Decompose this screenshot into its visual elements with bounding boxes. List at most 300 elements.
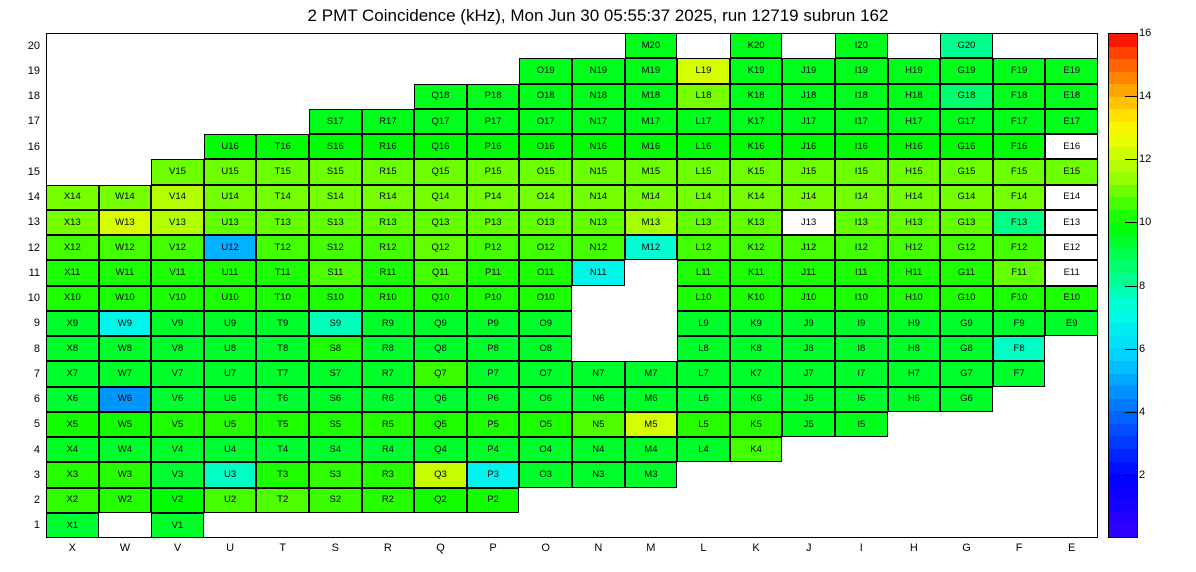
heatmap-cell: S13 [309, 210, 362, 235]
heatmap-cell: K10 [730, 286, 783, 311]
heatmap-cell: U11 [204, 260, 257, 285]
colorbar-tick-mark [1125, 222, 1138, 223]
heatmap-cell: I15 [835, 159, 888, 184]
heatmap-cell: F12 [993, 235, 1046, 260]
heatmap-cell: R14 [362, 185, 415, 210]
heatmap-cell: N3 [572, 462, 625, 487]
heatmap-cell: X2 [46, 488, 99, 513]
colorbar-tick-label: 16 [1139, 27, 1152, 39]
heatmap-cell: Q8 [414, 336, 467, 361]
heatmap-cell: E13 [1045, 210, 1098, 235]
y-axis-tick-label: 3 [33, 468, 40, 481]
colorbar-band [1109, 310, 1137, 323]
colorbar-band [1109, 235, 1137, 248]
heatmap-cell: T4 [256, 437, 309, 462]
heatmap-cell: P13 [467, 210, 520, 235]
heatmap-cell: J10 [782, 286, 835, 311]
colorbar-band [1109, 323, 1137, 336]
heatmap-cell: K20 [730, 33, 783, 58]
heatmap-cell: F19 [993, 58, 1046, 83]
y-axis-tick-label: 17 [27, 115, 40, 128]
colorbar-band [1109, 499, 1137, 512]
heatmap-cell: R6 [362, 387, 415, 412]
heatmap-cell: S7 [309, 361, 362, 386]
x-axis-tick-label: K [752, 542, 760, 554]
x-axis-tick-label: G [962, 542, 971, 554]
colorbar-tick-label: 8 [1139, 279, 1146, 292]
colorbar-band [1109, 486, 1137, 499]
heatmap-cell: G16 [940, 134, 993, 159]
heatmap-cell: X1 [46, 513, 99, 538]
heatmap-cell: E18 [1045, 84, 1098, 109]
heatmap-cell: S16 [309, 134, 362, 159]
colorbar-tick-label: 14 [1139, 90, 1152, 103]
heatmap-cell: X10 [46, 286, 99, 311]
heatmap-cell: M18 [625, 84, 678, 109]
heatmap-cell: E15 [1045, 159, 1098, 184]
heatmap-cell: G10 [940, 286, 993, 311]
heatmap-cell: J5 [782, 412, 835, 437]
heatmap-cell: P4 [467, 437, 520, 462]
heatmap-cell: L18 [677, 84, 730, 109]
heatmap-cell: K6 [730, 387, 783, 412]
heatmap-cell: X12 [46, 235, 99, 260]
heatmap-cell: P12 [467, 235, 520, 260]
heatmap-cell: M16 [625, 134, 678, 159]
heatmap-cell: J7 [782, 361, 835, 386]
y-axis-tick-label: 11 [28, 266, 40, 279]
heatmap-cell: U7 [204, 361, 257, 386]
heatmap-cell: W6 [99, 387, 152, 412]
colorbar-band [1109, 34, 1137, 47]
heatmap-cell: I19 [835, 58, 888, 83]
heatmap-cell: P5 [467, 412, 520, 437]
heatmap-cell: V2 [151, 488, 204, 513]
heatmap-cell: X7 [46, 361, 99, 386]
heatmap-cell: G6 [940, 387, 993, 412]
heatmap-cell: O3 [519, 462, 572, 487]
heatmap-cell: K14 [730, 185, 783, 210]
heatmap-cell: V13 [151, 210, 204, 235]
heatmap-cell: M20 [625, 33, 678, 58]
colorbar-tick-label: 10 [1139, 216, 1152, 229]
heatmap-cell: J9 [782, 311, 835, 336]
heatmap-cell: X6 [46, 387, 99, 412]
heatmap-cell: X4 [46, 437, 99, 462]
colorbar-band [1109, 398, 1137, 411]
heatmap-cell: K18 [730, 84, 783, 109]
heatmap-cell: T12 [256, 235, 309, 260]
heatmap-cell: F8 [993, 336, 1046, 361]
heatmap-cell: G8 [940, 336, 993, 361]
heatmap-cell: N4 [572, 437, 625, 462]
y-axis-tick-label: 16 [27, 140, 40, 153]
heatmap-cell: L9 [677, 311, 730, 336]
heatmap-cell: Q16 [414, 134, 467, 159]
x-axis-tick-label: E [1068, 542, 1076, 554]
colorbar-band [1109, 348, 1137, 361]
heatmap-cell: S2 [309, 488, 362, 513]
heatmap-cell: O12 [519, 235, 572, 260]
heatmap-cell: K7 [730, 361, 783, 386]
heatmap-cell: K8 [730, 336, 783, 361]
heatmap-cell: H18 [888, 84, 941, 109]
heatmap-cell: F7 [993, 361, 1046, 386]
heatmap-plot [27, 33, 1098, 554]
heatmap-cell: J18 [782, 84, 835, 109]
heatmap-cell: O7 [519, 361, 572, 386]
heatmap-cell: J16 [782, 134, 835, 159]
heatmap-cell: F16 [993, 134, 1046, 159]
heatmap-cell: U8 [204, 336, 257, 361]
heatmap-cell: N18 [572, 84, 625, 109]
heatmap-cell: O17 [519, 109, 572, 134]
heatmap-cell: L8 [677, 336, 730, 361]
heatmap-cell: G18 [940, 84, 993, 109]
heatmap-cell: V9 [151, 311, 204, 336]
y-axis-tick-label: 7 [33, 367, 40, 380]
heatmap-cell: E16 [1045, 134, 1098, 159]
colorbar-band [1109, 335, 1137, 348]
heatmap-cell: H6 [888, 387, 941, 412]
heatmap-cell: R4 [362, 437, 415, 462]
heatmap-cell: O19 [519, 58, 572, 83]
heatmap-cell: R2 [362, 488, 415, 513]
heatmap-cell: W12 [99, 235, 152, 260]
heatmap-cell: R15 [362, 159, 415, 184]
colorbar-band [1109, 285, 1137, 298]
heatmap-cell: Q3 [414, 462, 467, 487]
heatmap-cell: L10 [677, 286, 730, 311]
heatmap-cell: O11 [519, 260, 572, 285]
heatmap-cell: P3 [467, 462, 520, 487]
heatmap-cell: T6 [256, 387, 309, 412]
heatmap-cell: T7 [256, 361, 309, 386]
x-axis-tick-label: U [226, 542, 235, 554]
heatmap-cell: P9 [467, 311, 520, 336]
heatmap-cell: J8 [782, 336, 835, 361]
heatmap-cell: R3 [362, 462, 415, 487]
y-axis-tick-label: 13 [27, 216, 40, 229]
y-axis-tick-label: 2 [33, 494, 40, 507]
heatmap-cell: S8 [309, 336, 362, 361]
x-axis-tick-label: L [700, 542, 707, 554]
heatmap-cell: P7 [467, 361, 520, 386]
heatmap-cell: G14 [940, 185, 993, 210]
heatmap-cell: R13 [362, 210, 415, 235]
heatmap-cell: U10 [204, 286, 257, 311]
heatmap-cell: F14 [993, 185, 1046, 210]
heatmap-cell: P10 [467, 286, 520, 311]
colorbar-band [1109, 84, 1137, 97]
heatmap-cell: I6 [835, 387, 888, 412]
heatmap-cell: W8 [99, 336, 152, 361]
heatmap-cell: L11 [677, 260, 730, 285]
colorbar-tick-label: 2 [1139, 468, 1146, 481]
heatmap-cell: Q17 [414, 109, 467, 134]
colorbar-band [1109, 172, 1137, 185]
heatmap-cell: Q10 [414, 286, 467, 311]
colorbar-band [1109, 184, 1137, 197]
heatmap-cell: O14 [519, 185, 572, 210]
heatmap-cell: G12 [940, 235, 993, 260]
colorbar-band [1109, 273, 1137, 286]
heatmap-cell: J13 [782, 210, 835, 235]
colorbar-band [1109, 134, 1137, 147]
heatmap-cell: T5 [256, 412, 309, 437]
heatmap-cell: R16 [362, 134, 415, 159]
heatmap-cell: P14 [467, 185, 520, 210]
heatmap-cell: T3 [256, 462, 309, 487]
heatmap-cell: W10 [99, 286, 152, 311]
heatmap-cell: I5 [835, 412, 888, 437]
x-axis-tick-label: H [909, 542, 918, 554]
heatmap-cell: K5 [730, 412, 783, 437]
heatmap-cell: Q13 [414, 210, 467, 235]
heatmap-cell: O18 [519, 84, 572, 109]
heatmap-cell: N14 [572, 185, 625, 210]
heatmap-cell: R7 [362, 361, 415, 386]
heatmap-cell: O5 [519, 412, 572, 437]
heatmap-cell: J15 [782, 159, 835, 184]
colorbar-band [1109, 197, 1137, 210]
heatmap-cell: S11 [309, 260, 362, 285]
colorbar-tick-label: 6 [1139, 342, 1146, 355]
heatmap-cell: K15 [730, 159, 783, 184]
y-axis-tick-label: 6 [33, 393, 40, 406]
heatmap-cell: G19 [940, 58, 993, 83]
colorbar-tick-label: 12 [1139, 153, 1152, 166]
y-axis-tick-label: 19 [27, 64, 40, 77]
heatmap-cell: T13 [256, 210, 309, 235]
heatmap-cell: W2 [99, 488, 152, 513]
heatmap-cell: N11 [572, 260, 625, 285]
heatmap-cell: N7 [572, 361, 625, 386]
heatmap-cell: X9 [46, 311, 99, 336]
heatmap-cell: L5 [677, 412, 730, 437]
heatmap-cell: U13 [204, 210, 257, 235]
heatmap-cell: U3 [204, 462, 257, 487]
y-axis-tick-label: 10 [27, 292, 40, 305]
colorbar-band [1109, 411, 1137, 424]
x-axis-tick-label: T [279, 542, 287, 554]
heatmap-cell: R12 [362, 235, 415, 260]
colorbar-tick-label: 4 [1139, 405, 1146, 418]
heatmap-cell: E14 [1045, 185, 1098, 210]
colorbar-band [1109, 147, 1137, 160]
heatmap-cell: R9 [362, 311, 415, 336]
colorbar-band [1109, 71, 1137, 84]
heatmap-cell: L7 [677, 361, 730, 386]
heatmap-cell: M6 [625, 387, 678, 412]
colorbar-tick-mark [1125, 159, 1138, 160]
heatmap-cell: S6 [309, 387, 362, 412]
colorbar-band [1109, 96, 1137, 109]
heatmap-cell: S15 [309, 159, 362, 184]
heatmap-cell: V4 [151, 437, 204, 462]
heatmap-cell: V12 [151, 235, 204, 260]
heatmap-cell: N5 [572, 412, 625, 437]
colorbar-band [1109, 524, 1137, 537]
heatmap-cell: V11 [151, 260, 204, 285]
y-axis-tick-label: 20 [27, 39, 40, 52]
colorbar-band [1109, 298, 1137, 311]
y-axis-tick-label: 1 [33, 519, 40, 532]
x-axis-tick-label: X [68, 542, 76, 554]
colorbar-band [1109, 511, 1137, 524]
heatmap-cell: O10 [519, 286, 572, 311]
heatmap-cell: I11 [835, 260, 888, 285]
heatmap-cell: X5 [46, 412, 99, 437]
heatmap-cell: U12 [204, 235, 257, 260]
heatmap-cell: X3 [46, 462, 99, 487]
heatmap-cell: V5 [151, 412, 204, 437]
x-axis-tick-label: F [1015, 542, 1023, 554]
heatmap-cell: S4 [309, 437, 362, 462]
heatmap-cell: K13 [730, 210, 783, 235]
heatmap-cell: R8 [362, 336, 415, 361]
heatmap-cell: O4 [519, 437, 572, 462]
heatmap-cell: K12 [730, 235, 783, 260]
heatmap-cell: L14 [677, 185, 730, 210]
heatmap-cell: G7 [940, 361, 993, 386]
heatmap-cell: P18 [467, 84, 520, 109]
x-axis-tick-label: N [594, 542, 603, 554]
heatmap-cell: K16 [730, 134, 783, 159]
heatmap-cell: U15 [204, 159, 257, 184]
x-axis-tick-label: P [489, 542, 497, 554]
heatmap-cell: U4 [204, 437, 257, 462]
heatmap-cell: F10 [993, 286, 1046, 311]
heatmap-cell: M15 [625, 159, 678, 184]
heatmap-cell: L13 [677, 210, 730, 235]
heatmap-cell: I7 [835, 361, 888, 386]
heatmap-cell: U5 [204, 412, 257, 437]
heatmap-cell: W3 [99, 462, 152, 487]
x-axis-tick-label: O [541, 542, 550, 554]
heatmap-cell: Q12 [414, 235, 467, 260]
heatmap-cell: L17 [677, 109, 730, 134]
heatmap-cell: H16 [888, 134, 941, 159]
heatmap-cell: F18 [993, 84, 1046, 109]
heatmap-cell: M12 [625, 235, 678, 260]
heatmap-cell: W4 [99, 437, 152, 462]
colorbar-band [1109, 436, 1137, 449]
heatmap-cell: K9 [730, 311, 783, 336]
heatmap-cell: I10 [835, 286, 888, 311]
colorbar-band [1109, 386, 1137, 399]
heatmap-cell: H15 [888, 159, 941, 184]
heatmap-cell: I16 [835, 134, 888, 159]
heatmap-cell: T2 [256, 488, 309, 513]
colorbar-tick-mark [1125, 349, 1138, 350]
colorbar-band [1109, 361, 1137, 374]
heatmap-cell: J11 [782, 260, 835, 285]
heatmap-cell: F13 [993, 210, 1046, 235]
heatmap-cell: X8 [46, 336, 99, 361]
heatmap-cell: L12 [677, 235, 730, 260]
colorbar-band [1109, 122, 1137, 135]
heatmap-cell: J6 [782, 387, 835, 412]
heatmap-cell: Q18 [414, 84, 467, 109]
heatmap-cell: Q15 [414, 159, 467, 184]
heatmap-cell: Q5 [414, 412, 467, 437]
colorbar-band [1109, 159, 1137, 172]
y-axis-tick-label: 9 [33, 317, 40, 330]
heatmap-cell: F15 [993, 159, 1046, 184]
heatmap-cell: P6 [467, 387, 520, 412]
heatmap-cell: M3 [625, 462, 678, 487]
heatmap-cell: H9 [888, 311, 941, 336]
heatmap-cell: F9 [993, 311, 1046, 336]
colorbar-band [1109, 423, 1137, 436]
heatmap-cell: U9 [204, 311, 257, 336]
heatmap-cell: O8 [519, 336, 572, 361]
heatmap-cell: Q7 [414, 361, 467, 386]
x-axis-tick-label: R [383, 542, 392, 554]
heatmap-cell: V6 [151, 387, 204, 412]
heatmap-cell: T11 [256, 260, 309, 285]
heatmap-cell: Q14 [414, 185, 467, 210]
heatmap-cell: O13 [519, 210, 572, 235]
heatmap-cell: I18 [835, 84, 888, 109]
heatmap-cell: P2 [467, 488, 520, 513]
heatmap-cell: G11 [940, 260, 993, 285]
heatmap-cell: O6 [519, 387, 572, 412]
heatmap-cell: Q6 [414, 387, 467, 412]
heatmap-cell: E19 [1045, 58, 1098, 83]
heatmap-cell: S10 [309, 286, 362, 311]
heatmap-cell: H10 [888, 286, 941, 311]
heatmap-cell: T8 [256, 336, 309, 361]
heatmap-cell: O9 [519, 311, 572, 336]
heatmap-cell: M7 [625, 361, 678, 386]
heatmap-cell: M13 [625, 210, 678, 235]
heatmap-cell: O16 [519, 134, 572, 159]
heatmap-cell: N6 [572, 387, 625, 412]
heatmap-cell: E11 [1045, 260, 1098, 285]
heatmap-cell: X13 [46, 210, 99, 235]
heatmap-cell: M17 [625, 109, 678, 134]
y-axis-tick-label: 12 [27, 241, 40, 254]
heatmap-cell: T9 [256, 311, 309, 336]
colorbar-band [1109, 260, 1137, 273]
heatmap-cell: S12 [309, 235, 362, 260]
y-axis-tick-label: 15 [27, 165, 40, 178]
heatmap-cell: Q4 [414, 437, 467, 462]
heatmap-cell: H19 [888, 58, 941, 83]
heatmap-cell: P16 [467, 134, 520, 159]
heatmap-cell: J19 [782, 58, 835, 83]
heatmap-cell: L16 [677, 134, 730, 159]
heatmap-cell: U6 [204, 387, 257, 412]
heatmap-cell: V3 [151, 462, 204, 487]
heatmap-cell: I12 [835, 235, 888, 260]
heatmap-cell: V14 [151, 185, 204, 210]
heatmap-cell: V10 [151, 286, 204, 311]
heatmap-cell: V8 [151, 336, 204, 361]
colorbar-band [1109, 373, 1137, 386]
heatmap-cell: H13 [888, 210, 941, 235]
heatmap-cell: S3 [309, 462, 362, 487]
heatmap-cell: V15 [151, 159, 204, 184]
y-axis-tick-label: 18 [27, 90, 40, 103]
heatmap-cell: Q11 [414, 260, 467, 285]
colorbar-band [1109, 109, 1137, 122]
heatmap-cell: O15 [519, 159, 572, 184]
heatmap-cell: G13 [940, 210, 993, 235]
heatmap-cell: P15 [467, 159, 520, 184]
